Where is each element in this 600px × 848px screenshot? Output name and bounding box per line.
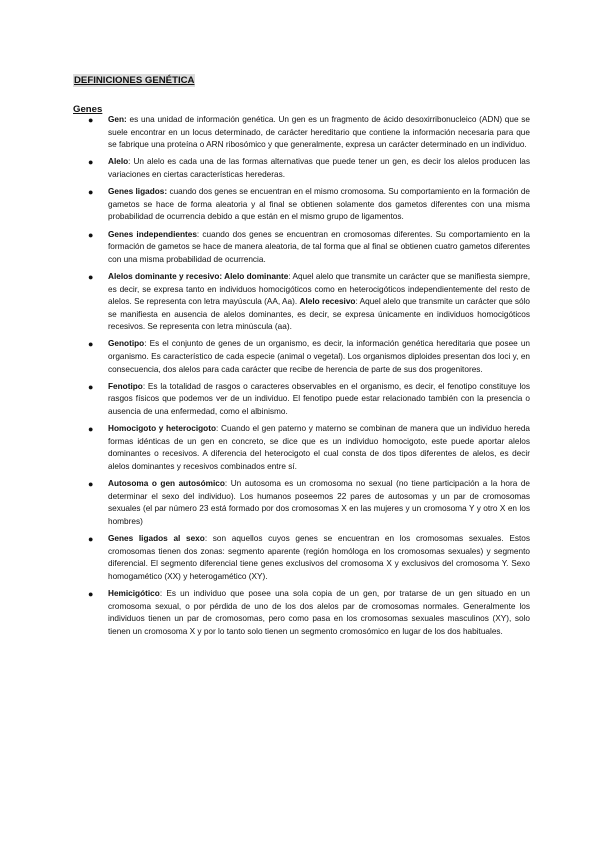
term: Genes ligados: — [108, 187, 168, 197]
list-item — [88, 423, 530, 473]
list-item — [88, 271, 530, 334]
bullet-icon: ● — [88, 187, 94, 198]
section-heading: Genes — [73, 104, 103, 115]
term: Alelos dominante y recesivo: Alelo dominante — [108, 271, 289, 281]
list-item — [88, 381, 530, 419]
definition-text: cuando dos genes se encuentran en el mismo cromosoma. Su comportamiento en la formación de gametos se hace de forma aleatoria y al final se obtienen solamente dos gametos diferentes con una misma probabilidad de ocurrencia debido a que están en el mismo grupo de ligamentos. — [108, 187, 530, 222]
term: Homocigoto y heterocigoto — [108, 424, 217, 434]
bullet-icon: ● — [88, 271, 94, 282]
bullet-icon: ● — [88, 381, 94, 392]
bullet-icon: ● — [88, 157, 94, 168]
definition-text: : Es el conjunto de genes de un organismo, es decir, la información genética hereditaria que posee un organismo. Es característico de cada especie (animal o vegetal). Los organismos diploides presentan dos loci y, en consecuencia, dos alelos para cada carácter que recibe de herencia de parte de sus dos progenitores. — [108, 339, 530, 374]
document-title: DEFINICIONES GENÉTICA — [74, 75, 195, 86]
term: Alelo — [108, 157, 129, 167]
definition-text: : Es la totalidad de rasgos o caracteres observables en el organismo, es decir, el fenotipo constituye los rasgos físicos que podemos ver de un individuo. El fenotipo puede estar relacionado también con la presencia o ausencia de una enfermedad, como el albinismo. — [108, 381, 530, 417]
bullet-icon: ● — [88, 534, 94, 545]
list-item — [88, 588, 530, 638]
definition-text: : Aquel alelo que transmite un carácter que se manifiesta siempre, es decir, se expresa tanto en individuos homocigóticos como en heterocigóticos independientemente del resto de alelos. Se representa con letra mayúscula (AA, Aa). — [108, 271, 530, 307]
term: Fenotipo — [108, 381, 143, 391]
bullet-icon: ● — [88, 115, 94, 125]
term: Autosoma o gen autosómico — [108, 479, 225, 489]
bullet-icon: ● — [88, 229, 94, 240]
list-item — [88, 186, 530, 224]
definition-text: : Un alelo es cada una de las formas alternativas que puede tener un gen, es decir los alelos producen las variaciones en ciertas características herederas. — [108, 157, 530, 179]
definition-text: es una unidad de información genética. Un gen es un fragmento de ácido desoxirribonucleico (ADN) que se suele encontrar en un locus determinado, de carácter hereditario que contiene la información necesaria para que se fabrique una proteína o ARN ribosómico y que generalmente, expresa un carácter determinado en un individuo. — [108, 115, 530, 150]
bullet-icon: ● — [88, 479, 94, 490]
definition-text: : Cuando el gen paterno y materno se combinan de manera que un individuo hereda formas idénticas de un gen en concreto, se dice que es un individuo homocigoto, este puede aportar alelos dominantes o recesivos. A diferencia del heterocigoto el cual consta de dos tipos diferentes de alelos, es decir alelos dominantes y recesivos combinados entre sí. — [108, 424, 530, 471]
term: Gen: — [108, 115, 127, 124]
term: Genes ligados al sexo — [108, 534, 205, 544]
list-item — [88, 338, 530, 376]
definition-text: : Es un individuo que posee una sola copia de un gen, por tratarse de un gen situado en un cromosoma sexual, o por pérdida de uno de los dos alelos par de cromosomas normales. Generalmente los individuos tienen un par de cromosomas, pero como pasa en los cromosomas sexuales masculinos (XY), solo tienen un cromosoma X y por lo tanto solo tienen un segmento cromosómico en lugar de los dos habituales. — [108, 589, 530, 636]
list-item — [88, 156, 530, 181]
definition-text: : cuando dos genes se encuentran en cromosomas diferentes. Su comportamiento en la formación de gametos se hace de manera aleatoria, de tal forma que al final se obtienen cuatro gametos diferentes con una misma probabilidad de ocurrencia. — [108, 229, 530, 264]
definition-text: : Aquel alelo que transmite un carácter que sólo se manifiesta en ausencia de alelos dominantes, es decir, se expresa únicamente en individuos homocigóticos recesivos. Se representa con letra minúscula (aa). — [108, 297, 530, 332]
bullet-icon: ● — [88, 424, 94, 435]
list-item — [88, 533, 530, 583]
term: Alelo recesivo — [299, 297, 356, 307]
definition-text: : Un autosoma es un cromosoma no sexual (no tiene participación a la hora de determinar el sexo del individuo). Los humanos poseemos 22 pares de autosomas y un par de cromosomas sexuales (el par número 23 está formado por dos cromosomas X en las mujeres y un cromosoma Y y otro X en los hombres) — [108, 479, 531, 526]
bullet-icon: ● — [88, 339, 94, 350]
list-item — [88, 478, 531, 528]
term: Hemicigótico — [108, 589, 160, 599]
definitions-list — [88, 114, 531, 643]
list-item — [88, 229, 530, 267]
definition-text: : son aquellos cuyos genes se encuentran en los cromosomas sexuales. Estos cromosomas tienen dos zonas: segmento aparente (región homóloga en los cromosomas sexuales) y segmento diferencial. El segmento diferencial tiene genes exclusivos del cromosoma X y exclusivos del cromosoma Y. Sexo homogamético (XX) y heterogamético (XY). — [108, 534, 530, 581]
term: Genotipo — [108, 339, 145, 349]
bullet-icon: ● — [88, 589, 94, 600]
list-item — [88, 114, 530, 152]
term: Genes independientes — [108, 229, 197, 239]
